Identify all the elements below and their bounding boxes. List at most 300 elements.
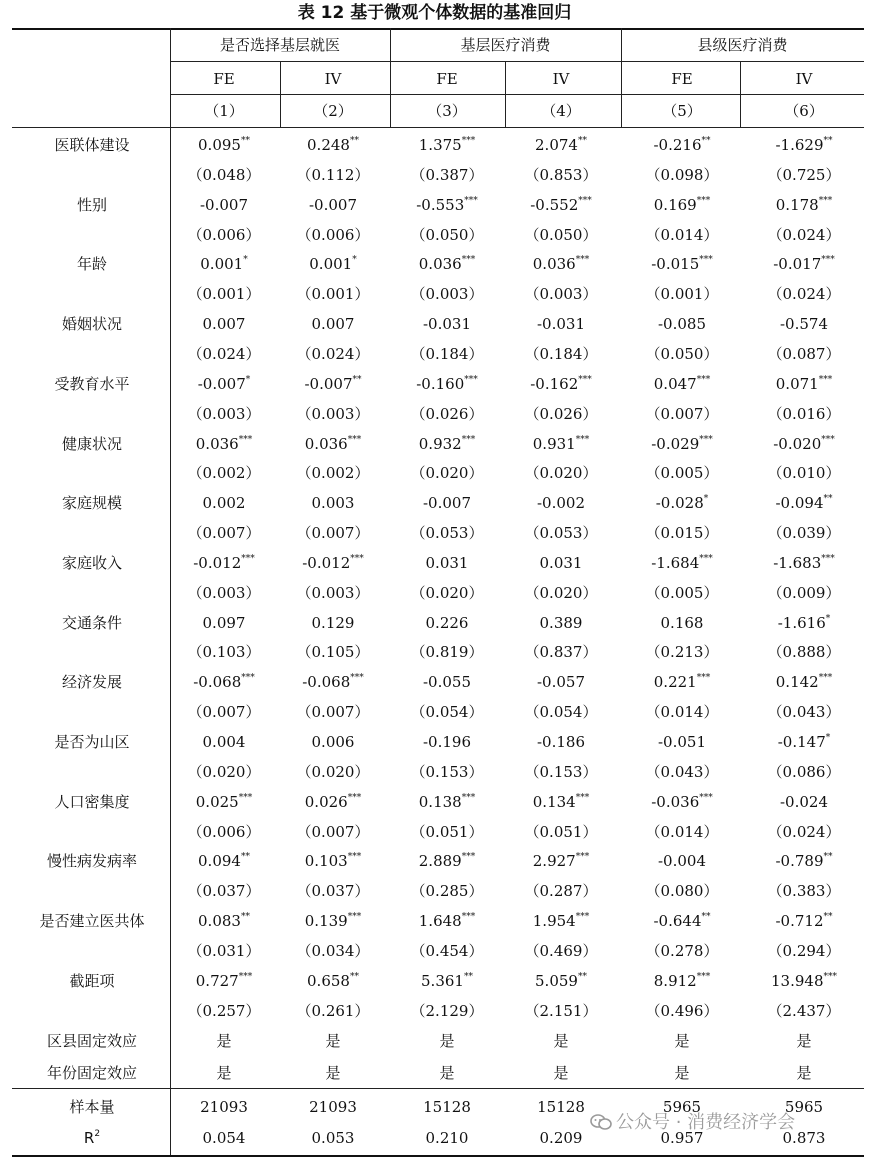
coef-value: 0.169 — [653, 195, 697, 214]
coef-value: 0.036 — [532, 255, 576, 274]
se-cell: （0.020） — [410, 464, 484, 483]
se-cell: （0.837） — [524, 643, 598, 662]
coef-value: -0.055 — [422, 673, 471, 692]
significance-stars: ** — [577, 971, 587, 982]
coef-cell — [749, 254, 859, 274]
coef-value: 0.168 — [660, 613, 704, 632]
coef-value: -0.024 — [779, 792, 828, 811]
coef-cell — [278, 792, 388, 812]
se-cell: （0.003） — [187, 583, 261, 602]
se-cell: （0.888） — [767, 643, 841, 662]
row-label: 性别 — [76, 195, 107, 214]
se-cell: （0.014） — [645, 225, 719, 244]
significance-stars: ** — [577, 136, 587, 146]
se-cell: （2.437） — [767, 1001, 841, 1020]
method-header: FE — [671, 70, 693, 88]
coef-value: 0.178 — [775, 195, 819, 214]
se-cell: （2.151） — [524, 1001, 598, 1020]
significance-stars: *** — [575, 255, 590, 266]
stat-cell: 0.054 — [202, 1129, 246, 1147]
se-cell: （0.050） — [645, 344, 719, 363]
se-cell: （0.024） — [296, 344, 370, 363]
coef-cell — [169, 374, 279, 394]
column-number: （1） — [204, 102, 244, 120]
se-cell: （0.031） — [187, 941, 261, 960]
se-cell: （0.050） — [410, 225, 484, 244]
se-cell: （0.048） — [187, 165, 261, 184]
coef-cell — [627, 374, 737, 394]
coef-cell — [169, 314, 279, 334]
coef-value: 5.361 — [421, 971, 464, 990]
significance-stars: *** — [461, 792, 476, 803]
se-cell: （0.054） — [410, 703, 484, 722]
se-cell: （0.037） — [187, 882, 261, 901]
coef-cell — [278, 314, 388, 334]
row-label — [12, 1128, 172, 1148]
coef-cell — [392, 434, 502, 454]
coef-value: -1.629 — [775, 136, 824, 154]
se-cell: （0.153） — [410, 762, 484, 781]
significance-stars: * — [825, 613, 831, 624]
column-divider — [621, 28, 622, 127]
coef-value: 0.103 — [304, 852, 348, 871]
significance-stars: *** — [347, 912, 362, 923]
coef-cell — [749, 314, 859, 334]
table-rule — [12, 1088, 864, 1089]
coef-cell — [749, 493, 859, 513]
significance-stars: * — [243, 255, 248, 266]
method-header: IV — [552, 70, 570, 88]
coef-value: -0.004 — [657, 852, 706, 871]
fe-cell: 是 — [553, 1064, 569, 1082]
coef-cell — [169, 851, 279, 871]
row-label: 区县固定效应 — [46, 1032, 137, 1050]
coef-value: 0.931 — [532, 434, 576, 453]
coef-value: 0.026 — [304, 792, 348, 811]
coef-value: -0.068 — [302, 673, 351, 692]
coef-cell — [749, 672, 859, 692]
significance-stars: *** — [461, 912, 476, 923]
se-cell: （0.007） — [296, 822, 370, 841]
row-label: 截距项 — [69, 971, 115, 990]
se-cell: （0.007） — [296, 524, 370, 543]
se-cell: （0.009） — [767, 583, 841, 602]
coef-value: -0.029 — [651, 434, 700, 453]
coef-cell — [506, 792, 616, 812]
coef-value: 0.727 — [195, 971, 239, 990]
se-cell: （0.016） — [767, 404, 841, 423]
coef-cell — [627, 613, 737, 633]
coef-value: 0.047 — [653, 374, 697, 393]
fe-cell: 是 — [674, 1064, 690, 1082]
table-rule — [12, 28, 864, 30]
significance-stars: *** — [461, 136, 476, 146]
coef-value: -0.036 — [651, 792, 700, 811]
se-cell: （0.020） — [524, 464, 598, 483]
coef-value: 0.001 — [200, 255, 244, 274]
se-cell: （0.014） — [645, 703, 719, 722]
fe-cell: 是 — [325, 1032, 341, 1050]
coef-value: -0.553 — [416, 195, 465, 214]
se-cell: （0.005） — [645, 583, 719, 602]
significance-stars: ** — [463, 971, 473, 982]
coef-cell — [392, 971, 502, 991]
coef-value: 0.129 — [311, 613, 355, 632]
coef-cell — [392, 493, 502, 513]
se-cell: （0.010） — [767, 464, 841, 483]
se-cell: （0.098） — [645, 165, 719, 184]
coef-value: 0.095 — [198, 136, 241, 154]
column-number: （4） — [541, 102, 581, 120]
se-cell: （0.050） — [524, 225, 598, 244]
stat-label-superscript: 2 — [94, 1129, 101, 1139]
se-cell: （0.053） — [410, 524, 484, 543]
coef-value: 0.134 — [532, 792, 576, 811]
se-cell: （0.037） — [296, 882, 370, 901]
significance-stars: *** — [696, 673, 711, 684]
coef-cell — [627, 314, 737, 334]
coef-cell — [506, 613, 616, 633]
coef-cell — [392, 732, 502, 752]
watermark-text: 公众号 · 消费经济学会 — [616, 1112, 796, 1133]
watermark — [590, 1110, 795, 1136]
significance-stars: *** — [464, 195, 478, 206]
significance-stars: ** — [240, 852, 250, 863]
coef-cell — [278, 374, 388, 394]
se-cell: （0.285） — [410, 882, 484, 901]
table-rule — [170, 94, 864, 95]
coef-value: -0.186 — [536, 733, 585, 751]
se-cell: （0.026） — [524, 404, 598, 423]
se-cell: （0.103） — [187, 643, 261, 662]
se-cell: （0.294） — [767, 941, 841, 960]
coef-cell — [169, 553, 279, 573]
table-rule — [12, 127, 864, 128]
se-cell: （0.261） — [296, 1001, 370, 1020]
se-cell: （0.034） — [296, 941, 370, 960]
significance-stars: * — [825, 733, 831, 743]
column-number: （6） — [784, 102, 824, 120]
stat-cell: 21093 — [200, 1098, 248, 1116]
se-cell: （0.026） — [410, 404, 484, 423]
coef-cell — [392, 135, 502, 155]
coef-value: 0.003 — [311, 494, 355, 513]
se-cell: （0.087） — [767, 344, 841, 363]
coef-cell — [278, 135, 388, 155]
coef-value: 8.912 — [653, 971, 697, 990]
se-cell: （0.001） — [187, 285, 261, 304]
se-cell: （0.006） — [187, 225, 261, 244]
significance-stars: ** — [349, 971, 359, 982]
significance-stars: *** — [347, 434, 362, 445]
significance-stars: *** — [699, 792, 713, 803]
significance-stars: ** — [352, 374, 362, 385]
coef-cell — [627, 732, 737, 752]
group-header: 基层医疗消费 — [460, 36, 551, 54]
stat-cell: 15128 — [537, 1098, 585, 1116]
significance-stars: *** — [350, 673, 364, 684]
coef-value: -0.031 — [422, 315, 471, 334]
coef-cell — [169, 195, 279, 215]
coef-value: 0.221 — [653, 673, 697, 692]
significance-stars: *** — [821, 553, 835, 564]
fe-cell: 是 — [216, 1064, 232, 1082]
se-cell: （0.002） — [296, 464, 370, 483]
se-cell: （0.024） — [187, 344, 261, 363]
coef-cell — [627, 493, 737, 513]
significance-stars: ** — [349, 136, 359, 146]
row-label: 年龄 — [76, 255, 107, 274]
significance-stars: *** — [699, 553, 713, 564]
coef-value: -0.552 — [530, 195, 579, 214]
se-cell: （0.387） — [410, 165, 484, 184]
column-divider — [740, 61, 741, 127]
significance-stars: ** — [701, 912, 711, 923]
coef-value: 0.036 — [195, 434, 239, 453]
significance-stars: *** — [696, 971, 711, 982]
coef-value: 0.097 — [202, 613, 246, 632]
coef-value: -0.574 — [779, 315, 828, 334]
significance-stars: *** — [575, 912, 590, 923]
se-cell: （0.043） — [645, 762, 719, 781]
coef-value: 0.007 — [202, 315, 246, 334]
group-header: 是否选择基层就医 — [219, 36, 340, 54]
se-cell: （0.006） — [296, 225, 370, 244]
significance-stars: ** — [240, 136, 250, 146]
significance-stars: *** — [464, 374, 478, 385]
column-number: （2） — [313, 102, 353, 120]
coef-cell — [749, 911, 859, 931]
significance-stars: *** — [347, 792, 362, 803]
coef-cell — [506, 493, 616, 513]
significance-stars: *** — [575, 434, 590, 445]
coef-cell — [169, 792, 279, 812]
significance-stars: ** — [823, 494, 833, 505]
coef-value: 0.036 — [418, 255, 462, 274]
se-cell: （0.007） — [296, 703, 370, 722]
significance-stars: ** — [823, 136, 833, 146]
row-label: 健康状况 — [61, 434, 122, 453]
stat-cell: 0.210 — [425, 1129, 469, 1147]
coef-value: -1.683 — [773, 553, 822, 572]
coef-cell — [392, 374, 502, 394]
coef-cell — [169, 434, 279, 454]
coef-cell — [278, 851, 388, 871]
coef-value: 0.658 — [307, 971, 350, 990]
se-cell: （0.024） — [767, 285, 841, 304]
se-cell: （0.213） — [645, 643, 719, 662]
column-divider — [280, 61, 281, 127]
coef-cell — [278, 672, 388, 692]
coef-value: -0.007 — [308, 195, 357, 214]
se-cell: （0.725） — [767, 165, 841, 184]
row-label: 家庭规模 — [61, 494, 122, 513]
fe-cell: 是 — [439, 1032, 455, 1050]
coef-value: -0.085 — [657, 315, 706, 334]
row-label: 人口密集度 — [54, 792, 130, 811]
coef-cell — [169, 613, 279, 633]
se-cell: （0.020） — [524, 583, 598, 602]
coef-value: -0.007 — [304, 374, 353, 393]
coef-value: -0.162 — [530, 374, 579, 393]
se-cell: （0.024） — [767, 822, 841, 841]
coef-value: -0.068 — [193, 673, 242, 692]
coef-cell — [278, 732, 388, 752]
row-label: 经济发展 — [61, 673, 122, 692]
coef-cell — [392, 553, 502, 573]
coef-value: 0.139 — [304, 912, 348, 931]
significance-stars: *** — [241, 553, 255, 564]
row-label: 家庭收入 — [61, 553, 122, 572]
coef-cell — [749, 971, 859, 991]
coef-value: 0.002 — [202, 494, 246, 513]
coef-value: 0.083 — [198, 912, 241, 931]
stat-cell: 5965 — [662, 1098, 702, 1116]
coef-value: 1.648 — [418, 912, 462, 931]
coef-cell — [506, 195, 616, 215]
coef-value: 2.889 — [418, 852, 462, 871]
significance-stars: *** — [238, 434, 253, 445]
se-cell: （0.080） — [645, 882, 719, 901]
coef-cell — [627, 553, 737, 573]
coef-value: -0.012 — [193, 553, 242, 572]
se-cell: （0.007） — [645, 404, 719, 423]
row-label: 是否建立医共体 — [39, 912, 145, 931]
coef-value: -0.147 — [777, 733, 826, 751]
coef-value: -1.684 — [651, 553, 700, 572]
coef-cell — [749, 851, 859, 871]
significance-stars: *** — [238, 792, 253, 803]
se-cell: （0.287） — [524, 882, 598, 901]
se-cell: （0.819） — [410, 643, 484, 662]
se-cell: （0.054） — [524, 703, 598, 722]
coef-cell — [506, 911, 616, 931]
coef-value: -0.196 — [422, 733, 471, 751]
se-cell: （0.153） — [524, 762, 598, 781]
coef-value: 0.389 — [539, 613, 583, 632]
se-cell: （0.003） — [187, 404, 261, 423]
column-divider — [505, 61, 506, 127]
table-rule — [170, 61, 864, 62]
coef-cell — [749, 135, 859, 155]
coef-value: 0.142 — [775, 673, 819, 692]
coef-value: -0.712 — [775, 912, 824, 931]
significance-stars: * — [352, 255, 357, 266]
coef-cell — [278, 254, 388, 274]
significance-stars: ** — [823, 912, 833, 923]
coef-cell — [392, 851, 502, 871]
coef-cell — [169, 971, 279, 991]
coef-cell — [392, 613, 502, 633]
significance-stars: *** — [578, 374, 592, 385]
coef-cell — [506, 135, 616, 155]
se-cell: （0.006） — [187, 822, 261, 841]
se-cell: （0.383） — [767, 882, 841, 901]
coef-cell — [278, 971, 388, 991]
significance-stars: *** — [347, 852, 362, 863]
se-cell: （0.053） — [524, 524, 598, 543]
coef-cell — [506, 553, 616, 573]
significance-stars: *** — [821, 255, 835, 266]
table-title: 表 12 基于微观个体数据的基准回归 — [297, 3, 572, 23]
table-rule — [12, 1155, 864, 1157]
row-label — [12, 1097, 172, 1117]
coef-value: -0.015 — [651, 255, 700, 274]
stat-cell: 0.053 — [311, 1129, 355, 1147]
coef-value: -1.616 — [777, 613, 826, 632]
coef-value: -0.051 — [657, 733, 706, 751]
coef-value: -0.789 — [775, 852, 824, 871]
fe-cell: 是 — [325, 1064, 341, 1082]
significance-stars: *** — [818, 673, 833, 684]
se-cell: （0.184） — [524, 344, 598, 363]
coef-value: 0.007 — [311, 315, 355, 334]
significance-stars: *** — [818, 374, 833, 385]
significance-stars: *** — [821, 434, 835, 445]
coef-cell — [169, 911, 279, 931]
coef-value: 0.004 — [202, 733, 246, 751]
se-cell: （0.496） — [645, 1001, 719, 1020]
coef-value: -0.160 — [416, 374, 465, 393]
se-cell: （0.014） — [645, 822, 719, 841]
se-cell: （0.001） — [296, 285, 370, 304]
significance-stars: ** — [701, 136, 711, 146]
coef-cell — [169, 254, 279, 274]
row-label: 慢性病发病率 — [46, 852, 137, 871]
coef-value: -0.094 — [775, 494, 824, 513]
significance-stars: *** — [578, 195, 592, 206]
method-header: FE — [213, 70, 235, 88]
se-cell: （0.469） — [524, 941, 598, 960]
coef-value: -0.012 — [302, 553, 351, 572]
coef-value: 5.059 — [535, 971, 578, 990]
fe-cell: 是 — [216, 1032, 232, 1050]
se-cell: （0.039） — [767, 524, 841, 543]
coef-cell — [278, 195, 388, 215]
coef-cell — [169, 672, 279, 692]
significance-stars: ** — [240, 912, 250, 923]
coef-cell — [627, 792, 737, 812]
fe-cell: 是 — [796, 1064, 812, 1082]
coef-cell — [506, 314, 616, 334]
coef-cell — [392, 254, 502, 274]
coef-value: 0.025 — [195, 792, 239, 811]
stat-label: 样本量 — [69, 1098, 115, 1116]
coef-value: 0.036 — [304, 434, 348, 453]
se-cell: （0.020） — [410, 583, 484, 602]
coef-value: -0.020 — [773, 434, 822, 453]
coef-value: 0.031 — [425, 553, 469, 572]
se-cell: （2.129） — [410, 1001, 484, 1020]
coef-cell — [169, 135, 279, 155]
significance-stars: *** — [818, 195, 833, 206]
significance-stars: * — [245, 374, 251, 385]
coef-value: -0.031 — [536, 315, 585, 334]
coef-cell — [392, 672, 502, 692]
se-cell: （0.007） — [187, 524, 261, 543]
se-cell: （0.001） — [645, 285, 719, 304]
coef-cell — [749, 195, 859, 215]
coef-cell — [627, 434, 737, 454]
coef-cell — [278, 911, 388, 931]
significance-stars: *** — [575, 792, 590, 803]
coef-value: 0.001 — [309, 255, 353, 274]
coef-cell — [278, 553, 388, 573]
coef-cell — [392, 792, 502, 812]
se-cell: （0.086） — [767, 762, 841, 781]
coef-cell — [627, 672, 737, 692]
coef-value: 0.138 — [418, 792, 462, 811]
